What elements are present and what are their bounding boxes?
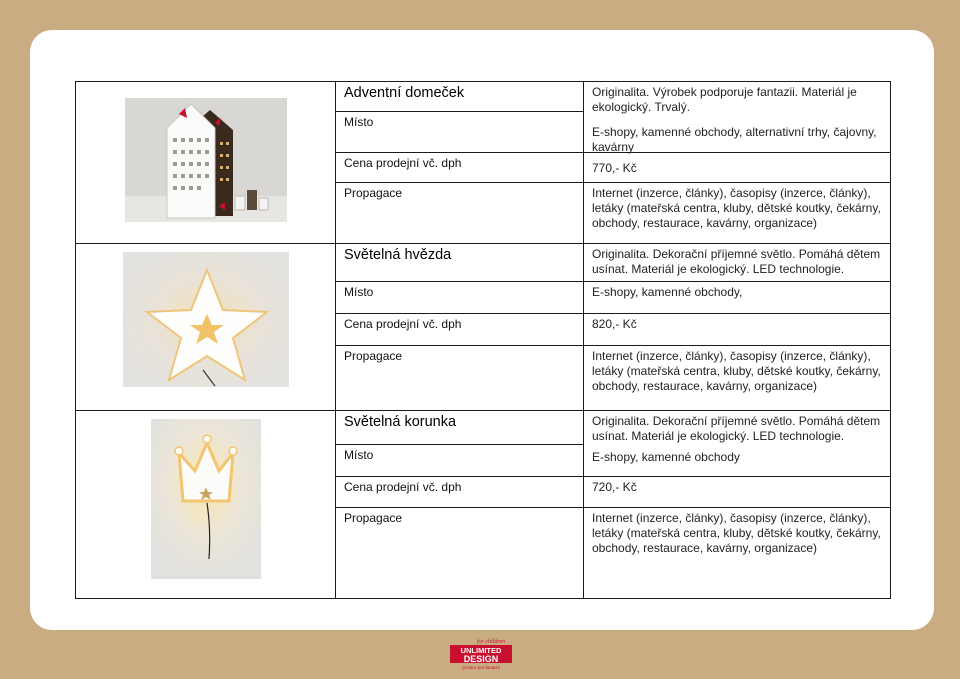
- price-value: 820,- Kč: [592, 317, 637, 332]
- table-row: [76, 82, 891, 112]
- product-benefits: Originalita. Dekorační příjemné světlo. Pomáhá dětem usínat. Materiál je ekologický. LED technologie.: [592, 246, 881, 276]
- product-image-cell: [76, 411, 336, 599]
- benefits-cell: [584, 243, 891, 281]
- promo-label-cell: [336, 345, 584, 411]
- price-label-cell: [336, 152, 584, 182]
- product-name-cell: [336, 411, 584, 445]
- place-value: E-shopy, kamenné obchody,: [592, 284, 743, 299]
- house-photo: [125, 98, 287, 222]
- place-value-cell: [584, 124, 891, 182]
- logo-tagline-bottom: prostor pro fantazii: [462, 665, 500, 670]
- promo-value: Internet (inzerce, články), časopisy (inzerce, články), letáky (mateřská centra, kluby, dětské koutky, čekárny, obchody, restaurace, kavárny, organizace): [592, 348, 881, 393]
- product-image-cell: [76, 243, 336, 411]
- table-row: [76, 243, 891, 281]
- unlimited-design-logo: [449, 636, 513, 670]
- logo-line2: DESIGN: [463, 654, 499, 664]
- table-row: [76, 411, 891, 445]
- promo-value: Internet (inzerce, články), časopisy (inzerce, články), letáky (mateřská centra, kluby, dětské koutky, čekárny, obchody, restaurace, kavárny, organizace): [592, 511, 881, 556]
- price-label-cell: [336, 314, 584, 345]
- logo-line1: UNLIMITED: [460, 646, 502, 655]
- place-value-cell: [584, 281, 891, 313]
- promo-label: Propagace: [344, 511, 403, 526]
- product-name: Adventní domeček: [344, 85, 465, 101]
- product-image-cell: [76, 82, 336, 244]
- benefits-cell: [584, 411, 891, 477]
- promo-label: Propagace: [344, 185, 403, 200]
- logo-tagline-top: for children: [476, 639, 506, 645]
- price-label: Cena prodejní vč. dph: [344, 155, 462, 170]
- price-label: Cena prodejní vč. dph: [344, 479, 462, 494]
- promo-value-cell: [584, 508, 891, 599]
- promo-value-cell: [584, 345, 891, 411]
- product-name-cell: [336, 82, 584, 112]
- place-label-cell: [336, 445, 584, 476]
- price-value-cell: [584, 476, 891, 507]
- place-label: Místo: [344, 284, 374, 299]
- promo-value-cell: [584, 182, 891, 243]
- price-value-cell: [584, 314, 891, 345]
- star-photo: [123, 252, 289, 387]
- product-name-cell: [336, 243, 584, 281]
- promo-value: Internet (inzerce, články), časopisy (inzerce, články), letáky (mateřská centra, kluby, dětské koutky, čekárny, obchody, restaurace, kavárny, organizace): [592, 185, 881, 230]
- product-name: Světelná hvězda: [344, 246, 452, 263]
- place-label-cell: [336, 112, 584, 152]
- price-value: 770,- Kč: [592, 160, 637, 175]
- promo-label-cell: [336, 182, 584, 243]
- product-name: Světelná korunka: [344, 414, 457, 431]
- price-value: 720,- Kč: [592, 479, 637, 494]
- promo-label-cell: [336, 508, 584, 599]
- place-value: E-shopy, kamenné obchody: [592, 450, 740, 465]
- product-benefits: Originalita. Výrobek podporuje fantazii. Materiál je ekologický. Trvalý.: [592, 85, 857, 114]
- place-value: E-shopy, kamenné obchody, alternativní trhy, čajovny, kavárny: [592, 124, 877, 154]
- place-label: Místo: [344, 448, 374, 463]
- product-table: [75, 81, 891, 599]
- product-benefits: Originalita. Dekorační příjemné světlo. Pomáhá dětem usínat. Materiál je ekologický. LED technologie.: [592, 414, 881, 444]
- price-label-cell: [336, 476, 584, 507]
- promo-label: Propagace: [344, 348, 403, 363]
- place-label-cell: [336, 281, 584, 313]
- place-label: Místo: [344, 115, 374, 130]
- crown-photo: [151, 419, 261, 579]
- price-label: Cena prodejní vč. dph: [344, 317, 462, 332]
